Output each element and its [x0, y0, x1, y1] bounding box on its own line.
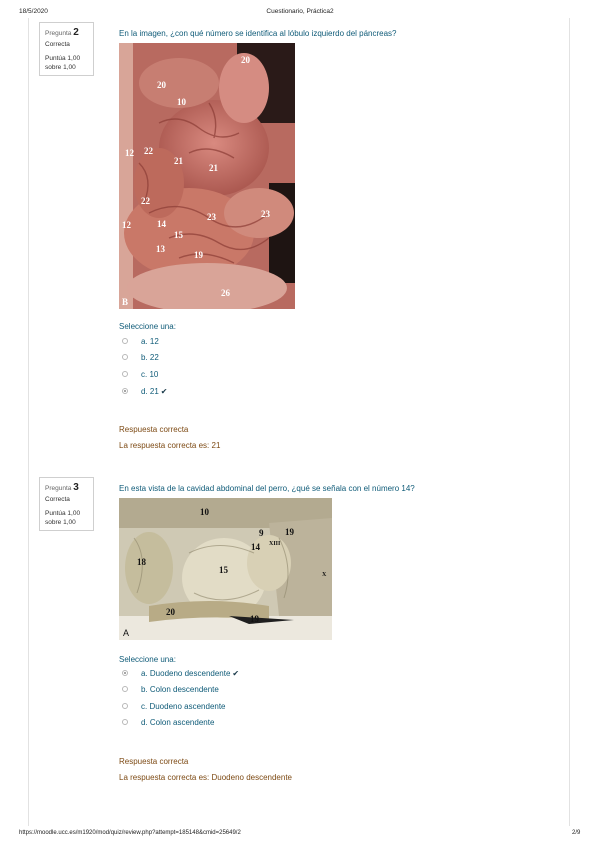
- answer-option-label: c. 10: [141, 370, 159, 379]
- image-label: 21: [174, 156, 183, 166]
- content-border-right: [569, 18, 570, 826]
- select-prompt: Seleccione una:: [119, 322, 176, 331]
- question-number: Pregunta 3: [45, 482, 79, 493]
- answer-option-label: a. Duodeno descendente ✔: [141, 669, 240, 678]
- answer-option-label: d. 21 ✔: [141, 387, 168, 396]
- image-label: 12: [125, 148, 134, 158]
- image-label: XIII: [269, 541, 281, 547]
- image-label: 14: [251, 542, 260, 552]
- image-label: 15: [174, 230, 183, 240]
- image-label: 10: [177, 97, 186, 107]
- feedback-text: Respuesta correcta: [119, 425, 189, 434]
- correct-answer-text: La respuesta correcta es: Duodeno descendente: [119, 773, 293, 782]
- image-label: X: [322, 572, 327, 578]
- question-info-box: [39, 22, 94, 76]
- question-score: Puntúa 1,00 sobre 1,00: [45, 55, 81, 71]
- anatomy-photo-abdominal-cavity: [119, 498, 332, 640]
- image-label: 10: [200, 507, 209, 517]
- answer-option-label: b. 22: [141, 353, 159, 362]
- check-icon: ✔: [232, 669, 240, 678]
- radio-button-selected[interactable]: [122, 388, 128, 394]
- image-label: 13: [156, 244, 165, 254]
- image-label: 21: [209, 163, 218, 173]
- image-label: 26: [221, 288, 230, 298]
- anatomy-photo-pancreas: [119, 43, 295, 309]
- question-number: Pregunta 2: [45, 27, 79, 38]
- answer-option-label: d. Colon ascendente: [141, 718, 215, 727]
- select-prompt: Seleccione una:: [119, 655, 176, 664]
- image-label: 19: [285, 527, 294, 537]
- radio-button[interactable]: [122, 354, 128, 360]
- image-label: A: [123, 628, 130, 638]
- image-label: 14: [157, 219, 166, 229]
- image-label: 15: [219, 565, 228, 575]
- image-label: 23: [261, 209, 270, 219]
- question-info-box: [39, 477, 94, 531]
- image-label: 19: [250, 614, 259, 624]
- correct-answer-text: La respuesta correcta es: 21: [119, 441, 221, 450]
- radio-button[interactable]: [122, 703, 128, 709]
- image-label: 9: [259, 528, 264, 538]
- image-label: 23: [207, 212, 216, 222]
- radio-button[interactable]: [122, 719, 128, 725]
- answer-option-label: c. Duodeno ascendente: [141, 702, 226, 711]
- radio-button[interactable]: [122, 686, 128, 692]
- question-status: Correcta: [45, 496, 70, 503]
- image-label: 20: [241, 55, 250, 65]
- answer-option-label: a. 12: [141, 337, 159, 346]
- image-label: 18: [137, 557, 146, 567]
- radio-button[interactable]: [122, 371, 128, 377]
- check-icon: ✔: [160, 387, 168, 396]
- question-text: En esta vista de la cavidad abdominal del perro, ¿qué se señala con el número 14?: [119, 484, 415, 493]
- question-status: Correcta: [45, 41, 70, 48]
- image-label: 20: [166, 607, 175, 617]
- image-label: 22: [141, 196, 150, 206]
- question-score: Puntúa 1,00 sobre 1,00: [45, 510, 81, 526]
- content-border-left: [28, 18, 29, 826]
- question-text: En la imagen, ¿con qué número se identifica al lóbulo izquierdo del páncreas?: [119, 29, 397, 38]
- image-label: B: [122, 297, 129, 307]
- feedback-text: Respuesta correcta: [119, 757, 189, 766]
- image-label: 19: [194, 250, 203, 260]
- image-label: 12: [122, 220, 131, 230]
- radio-button-selected[interactable]: [122, 670, 128, 676]
- radio-button[interactable]: [122, 338, 128, 344]
- answer-option-label: b. Colon descendente: [141, 685, 219, 694]
- print-date: 18/5/2020: [19, 8, 48, 15]
- image-label: 20: [157, 80, 166, 90]
- page-url: https://moodle.ucc.es/m1920/mod/quiz/review.php?attempt=185148&cmid=25649/2: [19, 830, 241, 836]
- print-title: Cuestionario, Práctica2: [266, 8, 334, 15]
- page-number: 2/9: [572, 830, 581, 836]
- image-label: 22: [144, 146, 153, 156]
